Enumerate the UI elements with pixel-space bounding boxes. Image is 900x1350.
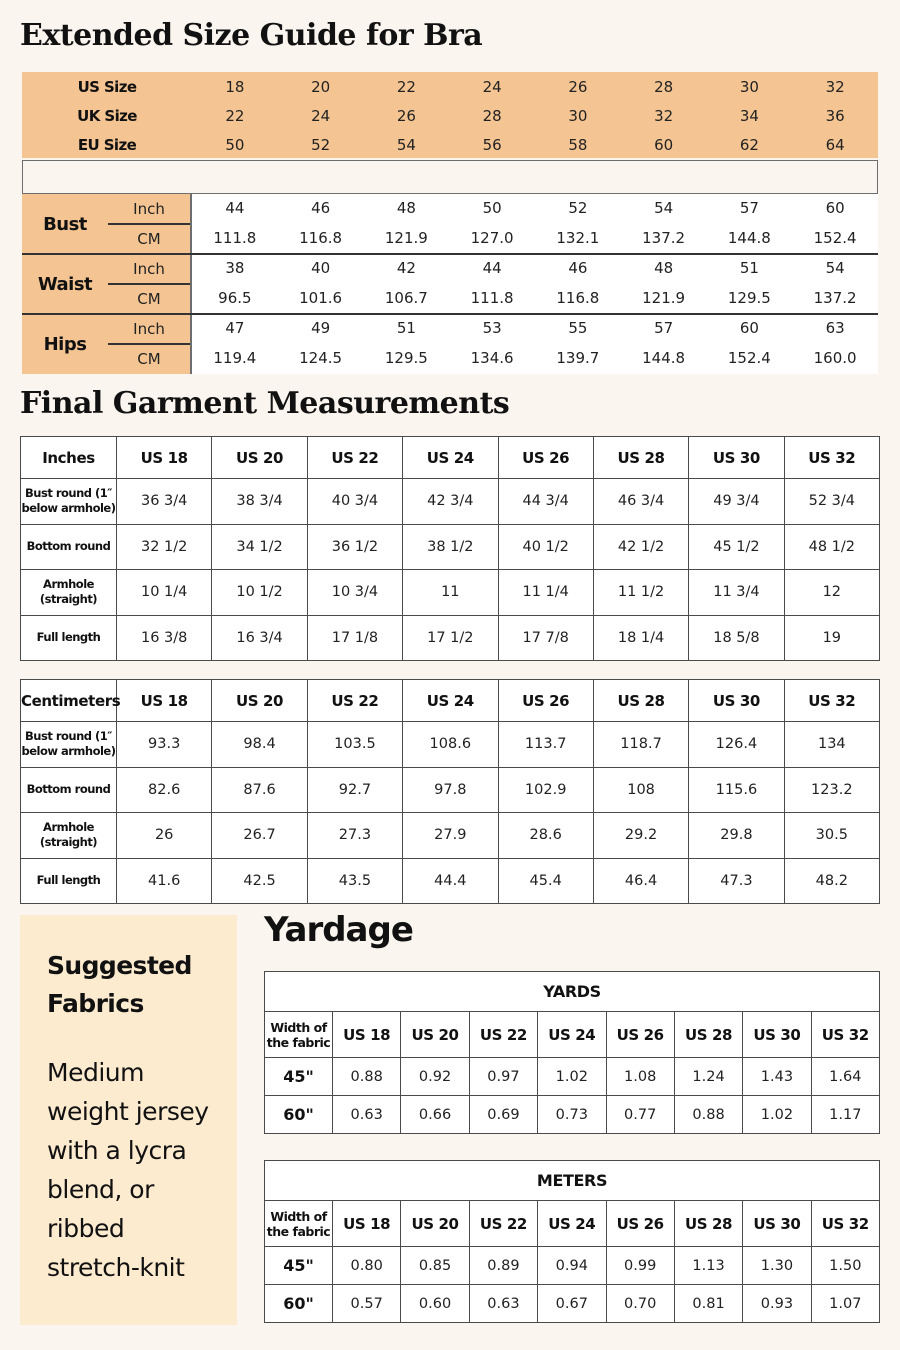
fabrics-heading-line: Fabrics [47,989,144,1018]
size-value: 60 [654,135,674,154]
table-cell: 30.5 [784,813,879,859]
size-header: US 30 [689,437,784,479]
size-header: US 20 [212,437,307,479]
measurement-value: 116.8 [556,289,600,307]
measurement-value: 111.8 [213,229,257,247]
size-system-label: US Size [77,77,137,96]
row-label [21,767,117,813]
table-cell: 17 1/8 [307,615,402,661]
table-cell: 0.81 [674,1285,742,1323]
table-cell: 0.80 [333,1247,401,1285]
table-cell: 27.9 [403,813,498,859]
table-cell: 40 1/2 [498,524,593,570]
row-label-line: Bust round (1″ [25,729,112,744]
table-cell: 27.3 [307,813,402,859]
table-cell: 46.4 [593,858,688,904]
table-cell: 17 1/2 [403,615,498,661]
table-cell: 0.57 [333,1285,401,1323]
measurement-value: 49 [311,319,331,337]
size-header: US 20 [401,1012,469,1058]
size-value: 20 [311,77,331,96]
size-value: 24 [311,106,331,125]
table-cell: 36 3/4 [117,479,212,525]
table-cell: 1.30 [743,1247,811,1285]
table-cell: 1.02 [743,1096,811,1134]
header-row [265,1012,880,1058]
size-row [22,101,878,130]
row-label-line: below armhole) [21,744,116,759]
table-cell: 16 3/4 [212,615,307,661]
row-label [21,524,117,570]
table-cell: 28.6 [498,813,593,859]
table-cell: 0.63 [333,1096,401,1134]
table-cell: 16 3/8 [117,615,212,661]
table-cell: 43.5 [307,858,402,904]
size-header: US 22 [307,437,402,479]
size-header: US 20 [401,1201,469,1247]
row-label-line: Armhole [43,577,94,592]
size-header: US 30 [743,1012,811,1058]
measurement-value: 46 [311,199,331,217]
table-cell: 38 1/2 [403,524,498,570]
size-value: 50 [225,135,245,154]
table-cell: 1.13 [674,1247,742,1285]
table-cell: 1.02 [538,1058,606,1096]
group-divider [22,313,878,315]
size-system-label: EU Size [77,135,137,154]
size-header: US 28 [674,1201,742,1247]
table-cell: 1.07 [811,1285,879,1323]
measurement-value: 54 [654,199,674,217]
table-cell: 134 [784,722,879,768]
table-cell: 42 1/2 [593,524,688,570]
fabrics-heading-line: Suggested [47,951,192,980]
measurement-value: 129.5 [727,289,771,307]
measurement-value: 52 [568,199,588,217]
measurement-row [192,194,878,224]
size-value: 32 [654,106,674,125]
table-cell: 29.8 [689,813,784,859]
size-header: US 26 [498,680,593,722]
size-system-label: UK Size [77,106,137,125]
table-row [21,479,880,525]
table-cell: 10 3/4 [307,570,402,616]
fabrics-description-line: ribbed [47,1214,125,1243]
size-value: 54 [396,135,416,154]
fabric-width: 45" [265,1247,333,1285]
table-cell: 38 3/4 [212,479,307,525]
body-measurements-table [22,194,878,374]
size-value: 52 [311,135,331,154]
table-caption: YARDS [265,972,880,1012]
size-value: 36 [825,106,845,125]
measurement-value: 152.4 [727,349,771,367]
size-header: US 24 [538,1012,606,1058]
table-cell: 18 5/8 [689,615,784,661]
size-value: 64 [825,135,845,154]
measurement-value: 111.8 [470,289,514,307]
size-header: US 20 [212,680,307,722]
page-title: Extended Size Guide for Bra [20,18,483,53]
size-header: US 26 [606,1012,674,1058]
table-cell: 1.08 [606,1058,674,1096]
table-cell: 32 1/2 [117,524,212,570]
measurement-value: 55 [568,319,588,337]
fabrics-description-line: with a lycra [47,1136,187,1165]
table-row [265,1096,880,1134]
measurement-name: Bust [43,213,87,235]
table-cell: 52 3/4 [784,479,879,525]
fabric-width: 45" [265,1058,333,1096]
table-cell: 98.4 [212,722,307,768]
size-value: 18 [225,77,245,96]
fabrics-description-line: blend, or [47,1175,154,1204]
yardage-yards-table [264,971,880,1134]
row-label [21,858,117,904]
measurement-value: 121.9 [384,229,428,247]
table-cell: 1.24 [674,1058,742,1096]
table-cell: 118.7 [593,722,688,768]
measurement-value: 44 [482,259,502,277]
row-label [21,813,117,859]
fabrics-description-line: weight jersey [47,1097,209,1126]
header-row [265,1201,880,1247]
table-cell: 113.7 [498,722,593,768]
table-cell: 0.77 [606,1096,674,1134]
size-value: 26 [568,77,588,96]
unit-label: Inch [133,260,165,278]
table-cell: 108 [593,767,688,813]
measurement-value: 38 [225,259,245,277]
table-cell: 29.2 [593,813,688,859]
size-header: US 32 [811,1201,879,1247]
measurement-value: 51 [739,259,759,277]
size-header: US 18 [333,1012,401,1058]
size-header: US 32 [811,1012,879,1058]
yardage-title: Yardage [264,910,413,950]
table-cell: 0.97 [469,1058,537,1096]
row-label-line: Bottom round [26,782,111,797]
table-cell: 0.66 [401,1096,469,1134]
table-cell: 17 7/8 [498,615,593,661]
size-header: US 30 [743,1201,811,1247]
table-cell: 92.7 [307,767,402,813]
measurement-row [192,284,878,314]
measurement-value: 48 [396,199,416,217]
measurement-row [192,314,878,344]
row-label [21,615,117,661]
measurement-value: 119.4 [213,349,257,367]
measurement-name: Waist [37,273,93,295]
size-header: US 28 [593,437,688,479]
header-row [21,680,880,722]
size-header: US 32 [784,437,879,479]
table-cell: 19 [784,615,879,661]
unit-label: Inch [133,320,165,338]
table-cell: 48 1/2 [784,524,879,570]
table-cell: 40 3/4 [307,479,402,525]
header-line: Width of [270,1208,327,1224]
table-cell: 1.43 [743,1058,811,1096]
measurement-value: 124.5 [299,349,343,367]
header-row [21,437,880,479]
measurement-value: 50 [482,199,502,217]
table-cell: 0.89 [469,1247,537,1285]
table-cell: 0.67 [538,1285,606,1323]
measurement-value: 53 [482,319,502,337]
measurement-value: 121.9 [642,289,686,307]
table-cell: 44.4 [403,858,498,904]
table-cell: 11 [403,570,498,616]
unit-label: CM [137,290,161,308]
fabrics-description [47,1053,237,1287]
measurement-value: 144.8 [727,229,771,247]
measurement-value: 132.1 [556,229,600,247]
table-cell: 0.85 [401,1247,469,1285]
measurement-value: 57 [739,199,759,217]
measurement-value: 47 [225,319,245,337]
unit-label: CM [137,350,161,368]
table-cell: 0.69 [469,1096,537,1134]
table-cell: 0.94 [538,1247,606,1285]
garment-section-title: Final Garment Measurements [20,386,510,421]
measurement-value: 44 [225,199,245,217]
measurement-value: 60 [825,199,845,217]
header-line: the fabric [266,1223,331,1239]
measurement-row [192,254,878,284]
table-cell: 0.60 [401,1285,469,1323]
size-value: 28 [654,77,674,96]
measurement-value: 106.7 [384,289,428,307]
size-header: US 32 [784,680,879,722]
fabric-width: 60" [265,1285,333,1323]
table-cell: 10 1/2 [212,570,307,616]
table-cell: 49 3/4 [689,479,784,525]
unit-header: Centimeters [21,680,117,722]
measurement-value: 137.2 [642,229,686,247]
size-value: 24 [482,77,502,96]
table-cell: 0.92 [401,1058,469,1096]
row-label-line: Full length [36,873,101,888]
measurement-value: 152.4 [813,229,857,247]
table-cell: 41.6 [117,858,212,904]
fabrics-heading [47,947,237,1023]
table-row [265,1285,880,1323]
row-label-line: Armhole [43,820,94,835]
table-cell: 123.2 [784,767,879,813]
caption-row [265,1161,880,1201]
table-cell: 1.64 [811,1058,879,1096]
table-cell: 45.4 [498,858,593,904]
row-label-line: Full length [36,630,101,645]
table-cell: 47.3 [689,858,784,904]
size-value: 26 [396,106,416,125]
table-row [21,615,880,661]
row-label-line: (straight) [39,835,98,850]
table-cell: 11 1/2 [593,570,688,616]
suggested-fabrics-panel [20,915,237,1325]
measurement-name: Hips [43,333,87,355]
row-label [21,570,117,616]
size-value: 56 [482,135,502,154]
measurement-value: 46 [568,259,588,277]
measurement-value: 48 [654,259,674,277]
table-cell: 126.4 [689,722,784,768]
unit-header: Inches [21,437,117,479]
table-row [21,524,880,570]
size-header: US 28 [674,1012,742,1058]
measurement-value: 139.7 [556,349,600,367]
size-value: 34 [739,106,759,125]
table-cell: 0.99 [606,1247,674,1285]
measurement-value: 144.8 [642,349,686,367]
size-value: 30 [739,77,759,96]
row-label-line: below armhole) [21,501,116,516]
table-cell: 42.5 [212,858,307,904]
table-cell: 45 1/2 [689,524,784,570]
unit-label: CM [137,230,161,248]
table-row [265,1058,880,1096]
size-header: US 22 [307,680,402,722]
measurement-value: 96.5 [218,289,252,307]
table-cell: 48.2 [784,858,879,904]
table-cell: 82.6 [117,767,212,813]
header-line: Width of [270,1019,327,1035]
table-cell: 115.6 [689,767,784,813]
table-cell: 97.8 [403,767,498,813]
size-header: US 30 [689,680,784,722]
table-cell: 26.7 [212,813,307,859]
table-cell: 93.3 [117,722,212,768]
measurement-row [192,224,878,254]
table-cell: 26 [117,813,212,859]
table-cell: 0.88 [674,1096,742,1134]
table-cell: 42 3/4 [403,479,498,525]
size-header: US 26 [606,1201,674,1247]
fabrics-description-line: Medium [47,1058,144,1087]
fabrics-description-line: stretch-knit [47,1253,185,1282]
row-label-line: Bottom round [26,539,111,554]
group-divider [22,253,878,255]
header-line: the fabric [266,1034,331,1050]
measurement-value: 57 [654,319,674,337]
size-value: 28 [482,106,502,125]
table-cell: 87.6 [212,767,307,813]
table-cell: 36 1/2 [307,524,402,570]
size-header: US 22 [469,1012,537,1058]
size-value: 22 [225,106,245,125]
measurement-value: 40 [311,259,331,277]
table-row [21,813,880,859]
table-cell: 46 3/4 [593,479,688,525]
size-value: 58 [568,135,588,154]
table-cell: 0.63 [469,1285,537,1323]
table-caption: METERS [265,1161,880,1201]
empty-spacer-row [22,160,878,194]
size-value: 22 [396,77,416,96]
size-header: US 18 [117,680,212,722]
measurement-value: 60 [739,319,759,337]
measurement-row [192,344,878,374]
table-cell: 34 1/2 [212,524,307,570]
unit-label: Inch [133,200,165,218]
size-value: 30 [568,106,588,125]
caption-row [265,972,880,1012]
size-header: US 26 [498,437,593,479]
table-cell: 0.73 [538,1096,606,1134]
garment-inches-table [20,436,880,661]
table-row [21,767,880,813]
row-label [21,722,117,768]
table-cell: 12 [784,570,879,616]
table-cell: 1.50 [811,1247,879,1285]
table-cell: 11 3/4 [689,570,784,616]
measurement-value: 134.6 [470,349,514,367]
table-cell: 10 1/4 [117,570,212,616]
measurement-value: 63 [825,319,845,337]
row-label-line: Bust round (1″ [25,486,112,501]
size-header: US 24 [403,680,498,722]
size-header: US 18 [117,437,212,479]
table-cell: 18 1/4 [593,615,688,661]
table-cell: 102.9 [498,767,593,813]
garment-centimeters-table [20,679,880,904]
measurement-value: 160.0 [813,349,857,367]
table-cell: 0.70 [606,1285,674,1323]
row-label [21,479,117,525]
measurement-value: 42 [396,259,416,277]
measurement-value: 137.2 [813,289,857,307]
table-row [21,722,880,768]
measurement-value: 129.5 [384,349,428,367]
table-cell: 103.5 [307,722,402,768]
size-header: US 28 [593,680,688,722]
fabric-width-header [265,1012,333,1058]
size-header: US 24 [538,1201,606,1247]
table-cell: 0.88 [333,1058,401,1096]
measurement-value: 127.0 [470,229,514,247]
table-cell: 44 3/4 [498,479,593,525]
size-conversion-table [22,72,878,158]
measurement-value: 116.8 [299,229,343,247]
measurement-value: 101.6 [299,289,343,307]
row-label-line: (straight) [39,592,98,607]
measurement-value: 54 [825,259,845,277]
size-value: 32 [825,77,845,96]
table-row [21,570,880,616]
measurement-value: 51 [396,319,416,337]
table-cell: 1.17 [811,1096,879,1134]
size-value: 62 [739,135,759,154]
fabric-width-header [265,1201,333,1247]
table-cell: 108.6 [403,722,498,768]
table-cell: 0.93 [743,1285,811,1323]
fabric-width: 60" [265,1096,333,1134]
size-header: US 18 [333,1201,401,1247]
table-cell: 11 1/4 [498,570,593,616]
size-header: US 24 [403,437,498,479]
size-header: US 22 [469,1201,537,1247]
table-row [21,858,880,904]
table-row [265,1247,880,1285]
yardage-meters-table [264,1160,880,1323]
size-row [22,130,878,159]
size-row [22,72,878,101]
